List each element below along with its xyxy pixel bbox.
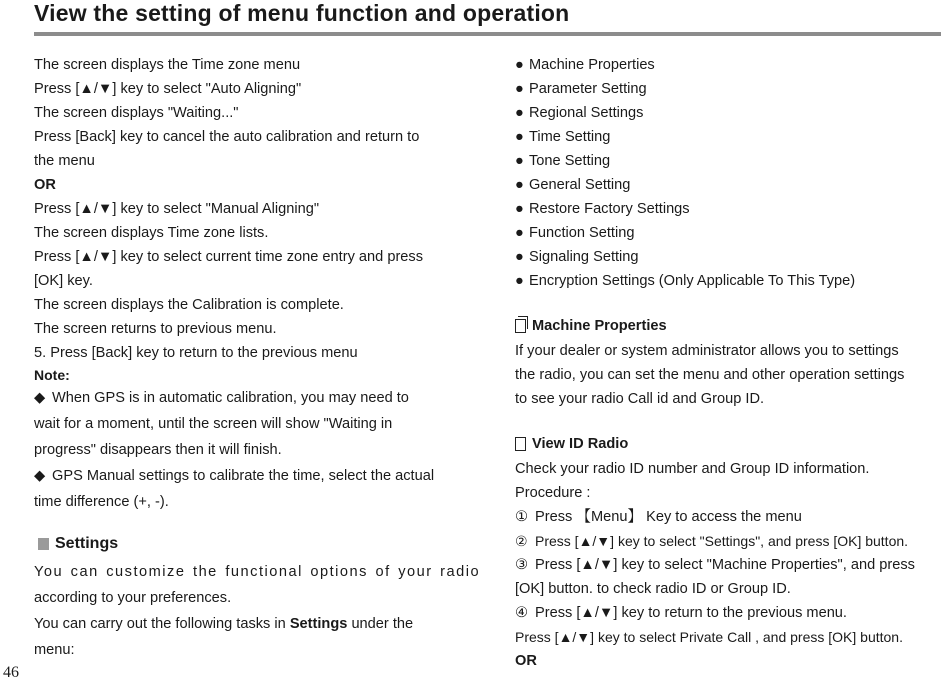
note-text: When GPS is in automatic calibration, you may need to bbox=[52, 390, 409, 406]
menu-list-item bbox=[515, 53, 941, 77]
settings-heading bbox=[34, 529, 464, 559]
step-text: Press [▲/▼] key to return to the previous menu. bbox=[535, 605, 847, 621]
menu-item-label: General Setting bbox=[529, 177, 631, 193]
bullet-dot-icon: ● bbox=[515, 129, 524, 145]
view-id-radio-heading-text: View ID Radio bbox=[532, 436, 629, 452]
text-line: Press [▲/▼] key to select current time zone entry and press bbox=[34, 249, 424, 265]
note-item bbox=[34, 463, 464, 489]
text-line: The screen displays the Calibration is complete. bbox=[34, 297, 344, 313]
page-title: View the setting of menu function and operation bbox=[34, 0, 570, 26]
settings-heading-text: Settings bbox=[55, 535, 119, 552]
or-label: OR bbox=[515, 653, 537, 669]
menu-list-item bbox=[515, 221, 941, 245]
procedure-label: Procedure : bbox=[515, 485, 591, 501]
text-line: to see your radio Call id and Group ID. bbox=[515, 391, 765, 407]
menu-item-label: Restore Factory Settings bbox=[529, 201, 690, 217]
machine-properties-heading-text: Machine Properties bbox=[532, 318, 667, 334]
step-text: Press [▲/▼] key to select "Settings", and press [OK] button. bbox=[535, 533, 909, 549]
document-icon bbox=[515, 437, 526, 451]
note-text: GPS Manual settings to calibrate the time, select the actual bbox=[52, 468, 435, 484]
text-line bbox=[34, 611, 464, 637]
step-item bbox=[515, 505, 941, 529]
note-label: Note: bbox=[34, 367, 70, 383]
text-line: the menu bbox=[34, 153, 95, 169]
step-item bbox=[515, 601, 941, 625]
menu-item-label: Parameter Setting bbox=[529, 81, 647, 97]
menu-item-label: Regional Settings bbox=[529, 105, 644, 121]
text-line: Press [▲/▼] key to select "Auto Aligning" bbox=[34, 81, 302, 97]
text-line: [OK] key. bbox=[34, 273, 93, 289]
text-line: the radio, you can set the menu and other operation settings bbox=[515, 367, 905, 383]
bullet-dot-icon: ● bbox=[515, 81, 524, 97]
document-stack-icon bbox=[515, 319, 526, 333]
text-line: 5. Press [Back] key to return to the previous menu bbox=[34, 345, 358, 361]
machine-properties-heading bbox=[515, 313, 941, 339]
menu-list-item bbox=[515, 101, 941, 125]
note-text: time difference (+, -). bbox=[34, 494, 169, 510]
bullet-dot-icon: ● bbox=[515, 153, 524, 169]
step-number: ② bbox=[515, 533, 528, 549]
bullet-dot-icon: ● bbox=[515, 249, 524, 265]
text-line: The screen displays the Time zone menu bbox=[34, 57, 301, 73]
menu-list-item bbox=[515, 77, 941, 101]
menu-item-label: Time Setting bbox=[529, 129, 611, 145]
text-line: The screen returns to previous menu. bbox=[34, 321, 277, 337]
step-text: Press 【Menu】 Key to access the menu bbox=[535, 509, 802, 525]
spacer bbox=[34, 515, 464, 529]
step-text: Press [▲/▼] key to select "Machine Properties", and press bbox=[535, 557, 915, 573]
text-line: Press [▲/▼] key to select Private Call , and press [OK] button. bbox=[515, 629, 903, 645]
spacer bbox=[515, 411, 941, 431]
text-line: Check your radio ID number and Group ID information. bbox=[515, 461, 870, 477]
step-item bbox=[515, 553, 941, 577]
bullet-dot-icon: ● bbox=[515, 177, 524, 193]
diamond-bullet-icon: ◆ bbox=[34, 390, 46, 406]
menu-item-label: Signaling Setting bbox=[529, 249, 639, 265]
title-divider bbox=[34, 32, 941, 36]
menu-list-item bbox=[515, 173, 941, 197]
step-number: ③ bbox=[515, 557, 529, 573]
settings-menu-list bbox=[515, 53, 941, 293]
menu-list-item bbox=[515, 125, 941, 149]
page-number: 46 bbox=[3, 664, 19, 681]
left-column bbox=[34, 53, 481, 663]
bullet-dot-icon: ● bbox=[515, 201, 524, 217]
text-line: [OK] button. to check radio ID or Group ID. bbox=[515, 581, 791, 597]
note-text: wait for a moment, until the screen will show "Waiting in bbox=[34, 416, 393, 432]
text-line: menu: bbox=[34, 642, 75, 658]
menu-item-label: Tone Setting bbox=[529, 153, 611, 169]
diamond-bullet-icon: ◆ bbox=[34, 468, 46, 484]
menu-list-item bbox=[515, 245, 941, 269]
or-label: OR bbox=[34, 177, 56, 193]
section-square-icon bbox=[38, 538, 49, 550]
menu-list-item bbox=[515, 269, 941, 293]
spacer bbox=[515, 293, 941, 313]
view-id-radio-heading bbox=[515, 431, 941, 457]
tasks-bold: Settings bbox=[289, 616, 348, 632]
menu-list-item bbox=[515, 149, 941, 173]
right-column bbox=[515, 53, 941, 673]
tasks-text: under the bbox=[347, 616, 414, 632]
bullet-dot-icon: ● bbox=[515, 225, 524, 241]
menu-item-label: Encryption Settings (Only Applicable To This Type) bbox=[529, 273, 856, 289]
bullet-dot-icon: ● bbox=[515, 273, 524, 289]
bullet-dot-icon: ● bbox=[515, 105, 524, 121]
text-line: according to your preferences. bbox=[34, 590, 232, 606]
tasks-text: You can carry out the following tasks in bbox=[34, 616, 290, 632]
note-item bbox=[34, 385, 464, 411]
step-number: ① bbox=[515, 509, 529, 525]
step-number: ④ bbox=[515, 605, 529, 621]
text-line: If your dealer or system administrator allows you to settings bbox=[515, 343, 899, 359]
menu-item-label: Machine Properties bbox=[529, 57, 655, 73]
bullet-dot-icon: ● bbox=[515, 57, 524, 73]
step-item bbox=[515, 529, 941, 553]
text-line: You can customize the functional options of your radio bbox=[34, 564, 481, 580]
text-line: The screen displays "Waiting..." bbox=[34, 105, 239, 121]
menu-item-label: Function Setting bbox=[529, 225, 635, 241]
text-line: Press [Back] key to cancel the auto calibration and return to bbox=[34, 129, 420, 145]
menu-list-item bbox=[515, 197, 941, 221]
note-text: progress" disappears then it will finish. bbox=[34, 442, 282, 458]
text-line: The screen displays Time zone lists. bbox=[34, 225, 269, 241]
text-line: Press [▲/▼] key to select "Manual Aligning" bbox=[34, 201, 320, 217]
